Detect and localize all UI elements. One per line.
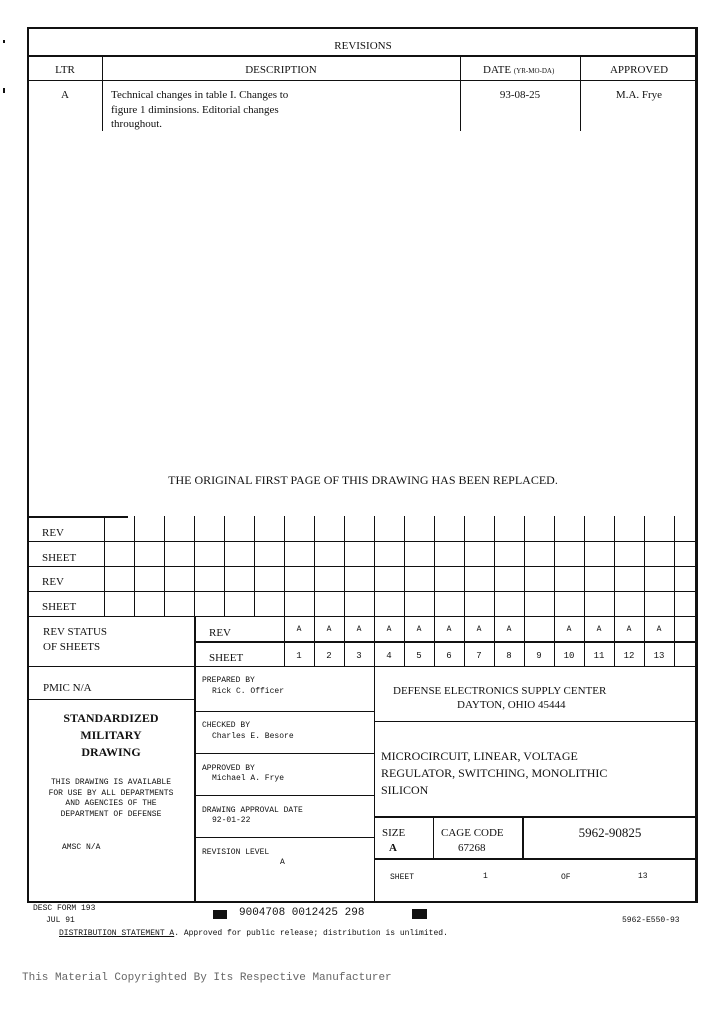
sheet-number: 1 bbox=[483, 872, 488, 881]
rev-status-label: OF SHEETS bbox=[43, 641, 101, 653]
sheet-label: SHEET bbox=[390, 873, 415, 882]
divider bbox=[194, 641, 698, 643]
divider bbox=[433, 816, 434, 858]
header-date-format: (YR-MO-DA) bbox=[513, 67, 555, 75]
divider bbox=[284, 516, 285, 616]
divider bbox=[674, 616, 675, 666]
grid-label-sheet: SHEET bbox=[42, 601, 77, 613]
divider bbox=[674, 516, 675, 616]
divider bbox=[28, 80, 698, 81]
document-code: 5962-E550-93 bbox=[622, 916, 680, 925]
rev-status-rev-cell: A bbox=[326, 625, 332, 634]
rev-description-line: figure 1 diminsions. Editorial changes bbox=[111, 104, 279, 116]
part-description-line: SILICON bbox=[381, 783, 429, 797]
rev-status-label: REV STATUS bbox=[43, 626, 108, 638]
rev-status-rev-cell: A bbox=[356, 625, 362, 634]
divider bbox=[614, 516, 615, 616]
header-date-label: DATE bbox=[483, 64, 512, 76]
rev-status-rev-cell: A bbox=[296, 625, 302, 634]
barcode-mark-right bbox=[412, 909, 427, 919]
grid-label-rev: REV bbox=[42, 576, 64, 588]
rev-status-sheet-cell: 1 bbox=[296, 651, 302, 661]
rev-approved: M.A. Frye bbox=[615, 89, 663, 101]
approval-date: 92-01-22 bbox=[212, 816, 251, 825]
rev-ltr: A bbox=[61, 89, 69, 101]
rev-date: 93-08-25 bbox=[499, 89, 541, 101]
divider bbox=[524, 516, 525, 616]
part-description-line: REGULATOR, SWITCHING, MONOLITHIC bbox=[381, 766, 608, 780]
form-date: JUL 91 bbox=[46, 916, 75, 925]
approved-by-label: APPROVED BY bbox=[202, 764, 255, 773]
divider bbox=[464, 516, 465, 616]
rev-status-rev-cell: A bbox=[566, 625, 572, 634]
header-ltr: LTR bbox=[55, 64, 75, 76]
divider bbox=[28, 699, 194, 700]
smd-title-line: STANDARDIZED bbox=[63, 711, 159, 725]
rev-status-sheet-cell: 7 bbox=[476, 651, 482, 661]
distribution-statement bbox=[59, 929, 448, 939]
divider bbox=[194, 711, 374, 712]
divider bbox=[194, 616, 196, 902]
rev-description-line: Technical changes in table I. Changes to bbox=[111, 89, 289, 101]
divider bbox=[28, 666, 698, 667]
grid-label-sheet: SHEET bbox=[42, 552, 77, 564]
approved-by: Michael A. Frye bbox=[212, 774, 285, 783]
checked-by: Charles E. Besore bbox=[212, 732, 294, 741]
divider bbox=[374, 816, 698, 818]
rev-status-sheet-cell: 2 bbox=[326, 651, 332, 661]
rev-status-sheet-cell: 8 bbox=[506, 651, 512, 661]
barcode-mark-left bbox=[213, 910, 227, 919]
cage-code: 67268 bbox=[458, 842, 486, 854]
part-description-line: MICROCIRCUIT, LINEAR, VOLTAGE bbox=[381, 749, 578, 763]
rev-status-sheet-cell: 11 bbox=[593, 651, 605, 661]
rev-status-rev-cell: A bbox=[416, 625, 422, 634]
form-number: DESC FORM 193 bbox=[33, 904, 96, 913]
divider bbox=[554, 516, 555, 616]
rev-status-rev-cell: A bbox=[626, 625, 632, 634]
rev-status-sheet-cell: 5 bbox=[416, 651, 422, 661]
revisions-title: REVISIONS bbox=[334, 40, 392, 52]
divider bbox=[374, 858, 698, 860]
rev-status-rev-cell: A bbox=[446, 625, 452, 634]
rev-status-rev-cell: A bbox=[656, 625, 662, 634]
divider bbox=[584, 516, 585, 616]
header-description: DESCRIPTION bbox=[245, 64, 317, 76]
divider bbox=[104, 516, 105, 616]
divider bbox=[254, 516, 255, 616]
approval-date-label: DRAWING APPROVAL DATE bbox=[202, 806, 303, 815]
cage-code-label: CAGE CODE bbox=[441, 827, 504, 839]
size-label: SIZE bbox=[382, 827, 406, 839]
smd-title-line: DRAWING bbox=[81, 745, 141, 759]
drawing-number: 5962-90825 bbox=[578, 825, 642, 840]
amsc: AMSC N/A bbox=[62, 843, 101, 852]
rev-status-rev-cell: A bbox=[596, 625, 602, 634]
rev-status-rev-cell: A bbox=[476, 625, 482, 634]
divider bbox=[374, 516, 375, 616]
availability-line: FOR USE BY ALL DEPARTMENTS bbox=[48, 789, 174, 798]
divider bbox=[374, 721, 698, 722]
divider bbox=[404, 516, 405, 616]
replacement-notice: THE ORIGINAL FIRST PAGE OF THIS DRAWING HAS BEEN REPLACED. bbox=[168, 473, 558, 487]
distribution-text: . Approved for public release; distribution is unlimited. bbox=[174, 929, 448, 938]
checked-by-label: CHECKED BY bbox=[202, 721, 251, 730]
divider bbox=[224, 516, 225, 616]
rev-status-sheet-cell: 9 bbox=[536, 651, 542, 661]
grid-label-rev: REV bbox=[42, 527, 64, 539]
header-approved: APPROVED bbox=[609, 64, 669, 76]
divider bbox=[28, 541, 698, 542]
divider bbox=[644, 516, 645, 616]
divider bbox=[494, 516, 495, 616]
revision-level: A bbox=[280, 858, 285, 867]
barcode-text: 9004708 0012425 298 bbox=[239, 907, 365, 919]
prepared-by-label: PREPARED BY bbox=[202, 676, 255, 685]
divider bbox=[434, 516, 435, 616]
rev-status-sheet-label: SHEET bbox=[209, 652, 244, 664]
divider bbox=[344, 516, 345, 616]
divider bbox=[194, 837, 374, 838]
rev-status-rev-cell: A bbox=[386, 625, 392, 634]
margin-mark bbox=[3, 40, 5, 43]
size-value: A bbox=[389, 842, 397, 854]
divider bbox=[28, 591, 698, 592]
availability-line: AND AGENCIES OF THE bbox=[65, 799, 157, 808]
rev-status-sheet-cell: 6 bbox=[446, 651, 452, 661]
divider bbox=[194, 795, 374, 796]
rev-status-sheet-cell: 4 bbox=[386, 651, 392, 661]
divider bbox=[28, 516, 128, 518]
total-sheets: 13 bbox=[638, 872, 648, 881]
pmic: PMIC N/A bbox=[43, 682, 92, 694]
smd-title-line: MILITARY bbox=[80, 728, 142, 742]
rev-status-sheet-cell: 13 bbox=[653, 651, 665, 661]
agency-address: DAYTON, OHIO 45444 bbox=[457, 699, 566, 711]
rev-status-rev-cell: A bbox=[506, 625, 512, 634]
rev-status-sheet-cell: 10 bbox=[563, 651, 575, 661]
availability-line: THIS DRAWING IS AVAILABLE bbox=[50, 778, 172, 787]
margin-mark bbox=[3, 88, 5, 93]
divider bbox=[164, 516, 165, 616]
rev-status-sheet-cell: 3 bbox=[356, 651, 362, 661]
agency-name: DEFENSE ELECTRONICS SUPPLY CENTER bbox=[393, 685, 607, 697]
copyright-watermark: This Material Copyrighted By Its Respective Manufacturer bbox=[22, 972, 392, 984]
revision-level-label: REVISION LEVEL bbox=[202, 848, 270, 857]
header-date bbox=[483, 64, 554, 78]
divider bbox=[194, 516, 195, 616]
divider bbox=[28, 616, 698, 617]
rev-description-line: throughout. bbox=[111, 118, 163, 130]
prepared-by: Rick C. Officer bbox=[212, 687, 285, 696]
of-label: OF bbox=[561, 873, 571, 882]
distribution-label: DISTRIBUTION STATEMENT A bbox=[59, 929, 175, 938]
rev-status-rev-label: REV bbox=[209, 627, 231, 639]
divider bbox=[314, 516, 315, 616]
availability-line: DEPARTMENT OF DEFENSE bbox=[60, 810, 162, 819]
rev-status-sheet-cell: 12 bbox=[623, 651, 635, 661]
divider bbox=[28, 55, 698, 57]
divider bbox=[28, 566, 698, 567]
divider bbox=[374, 666, 375, 902]
divider bbox=[134, 516, 135, 616]
divider bbox=[194, 753, 374, 754]
